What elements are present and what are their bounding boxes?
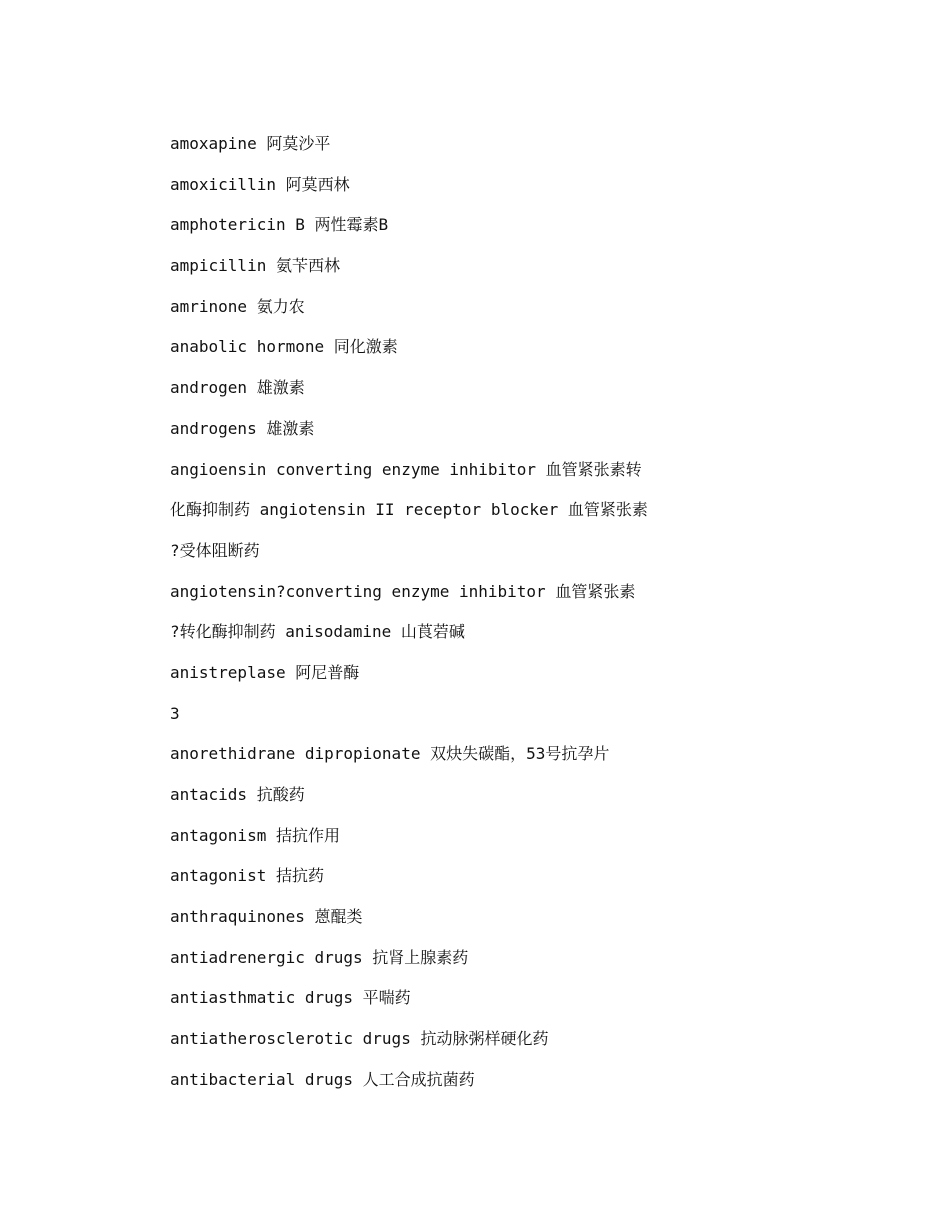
glossary-line: amoxicillin 阿莫西林 (170, 174, 350, 194)
glossary-line: amphotericin B 两性霉素B (170, 215, 389, 235)
page-number: 3 (170, 703, 180, 723)
glossary-list (170, 130, 870, 1107)
glossary-line: antiadrenergic drugs 抗肾上腺素药 (170, 947, 469, 967)
glossary-line: angioensin converting enzyme inhibitor 血管紧张素转 (170, 459, 642, 479)
glossary-line: ?受体阻断药 (170, 540, 260, 560)
glossary-line: amoxapine 阿莫沙平 (170, 134, 331, 153)
glossary-line: anabolic hormone 同化激素 (170, 337, 398, 357)
glossary-line: antiasthmatic drugs 平喘药 (170, 988, 411, 1008)
glossary-line: anthraquinones 蒽醌类 (170, 907, 363, 927)
glossary-line: ampicillin 氨苄西林 (170, 256, 340, 276)
glossary-line: androgen 雄激素 (170, 378, 305, 398)
glossary-line: antacids 抗酸药 (170, 785, 305, 804)
glossary-line: antiatherosclerotic drugs 抗动脉粥样硬化药 (170, 1029, 549, 1049)
glossary-line: antagonism 拮抗作用 (170, 825, 340, 845)
glossary-line: angiotensin?converting enzyme inhibitor 血管紧张素 (170, 581, 636, 601)
glossary-line: antibacterial drugs 人工合成抗菌药 (170, 1069, 475, 1089)
glossary-line: anorethidrane dipropionate 双炔失碳酯，53号抗孕片 (170, 744, 610, 764)
glossary-line: androgens 雄激素 (170, 418, 315, 438)
glossary-line: ?转化酶抑制药 anisodamine 山莨菪碱 (170, 622, 465, 642)
glossary-line: 化酶抑制药 angiotensin II receptor blocker 血管紧张素 (170, 500, 648, 520)
glossary-line: amrinone 氨力农 (170, 296, 305, 316)
glossary-line: antagonist 拮抗药 (170, 866, 324, 886)
glossary-line: anistreplase 阿尼普酶 (170, 662, 360, 682)
